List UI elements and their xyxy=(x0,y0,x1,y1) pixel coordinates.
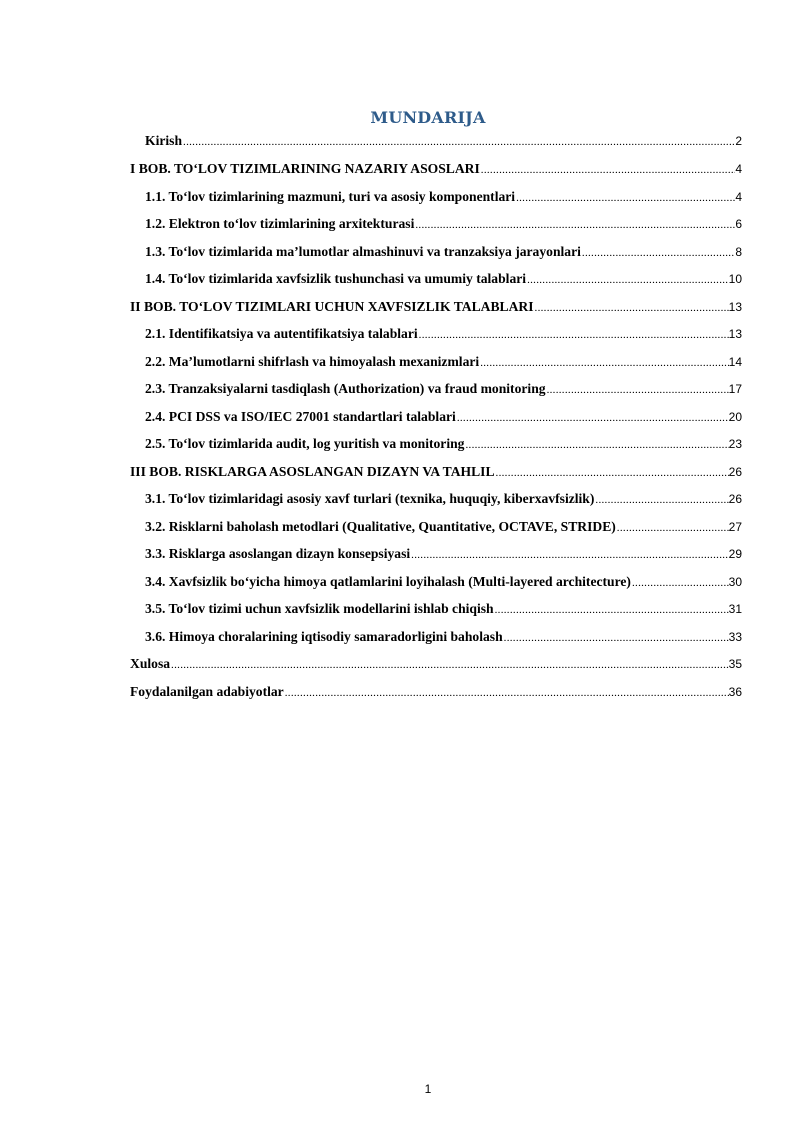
toc-leader-dots xyxy=(415,219,735,231)
toc-leader-dots xyxy=(632,577,729,589)
toc-entry-text: Xulosa xyxy=(130,656,171,671)
toc-entry-page: 8 xyxy=(735,245,742,259)
toc-leader-dots xyxy=(419,329,729,341)
toc-leader-dots xyxy=(496,467,729,479)
toc-leader-dots xyxy=(457,412,729,424)
toc-entry-page: 33 xyxy=(728,630,742,644)
toc-entry[interactable] xyxy=(145,189,742,209)
toc-entry[interactable] xyxy=(130,464,742,484)
toc-entry-page: 31 xyxy=(728,602,742,616)
toc-entry-text: 2.5. To‘lov tizimlarida audit, log yuritish va monitoring xyxy=(145,436,465,451)
toc-leader-dots xyxy=(582,247,735,259)
toc-entry-text: 3.6. Himoya choralarining iqtisodiy samaradorligini baholash xyxy=(145,629,503,644)
toc-entry-page: 20 xyxy=(728,410,742,424)
toc-entry-page: 36 xyxy=(728,685,742,699)
toc-entry-text: 1.4. To‘lov tizimlarida xavfsizlik tushunchasi va umumiy talablari xyxy=(145,271,527,286)
toc-entry-text: 3.4. Xavfsizlik bo‘yicha himoya qatlamlarini loyihalash (Multi-layered architecture) xyxy=(145,574,631,589)
toc-entry[interactable] xyxy=(145,491,742,511)
toc-entry-text: 2.4. PCI DSS va ISO/IEC 27001 standartlari talablari xyxy=(145,409,456,424)
toc-leader-dots xyxy=(495,604,729,616)
toc-entry[interactable] xyxy=(145,271,742,291)
toc-leader-dots xyxy=(481,164,736,176)
toc-entry-text: 2.1. Identifikatsiya va autentifikatsiya talablari xyxy=(145,326,418,341)
toc-entry-text: I BOB. TO‘LOV TIZIMLARINING NAZARIY ASOSLARI xyxy=(130,161,480,176)
toc-leader-dots xyxy=(465,439,728,451)
toc-entry-page: 26 xyxy=(728,492,742,506)
toc-leader-dots xyxy=(527,274,729,286)
toc-entry[interactable] xyxy=(130,656,742,676)
toc-entry-text: 1.2. Elektron to‘lov tizimlarining arxitekturasi xyxy=(145,216,415,231)
toc-entry[interactable] xyxy=(145,629,742,649)
toc-entry-page: 13 xyxy=(728,300,742,314)
toc-entry-text: 3.1. To‘lov tizimlaridagi asosiy xavf turlari (texnika, huquqiy, kiberxavfsizlik) xyxy=(145,491,595,506)
toc-entry[interactable] xyxy=(145,601,742,621)
toc-entry-text: 1.3. To‘lov tizimlarida ma’lumotlar almashinuvi va tranzaksiya jarayonlari xyxy=(145,244,581,259)
toc-entry-text: 3.2. Risklarni baholash metodlari (Qualitative, Quantitative, OCTAVE, STRIDE) xyxy=(145,519,616,534)
toc-entry[interactable] xyxy=(145,216,742,236)
toc-entry[interactable] xyxy=(145,574,742,594)
toc-entry-text: II BOB. TO‘LOV TIZIMLARI UCHUN XAVFSIZLIK TALABLARI xyxy=(130,299,534,314)
toc-entry-text: III BOB. RISKLARGA ASOSLANGAN DIZAYN VA TAHLIL xyxy=(130,464,495,479)
toc-entry-text: 3.5. To‘lov tizimi uchun xavfsizlik modellarini ishlab chiqish xyxy=(145,601,494,616)
toc-entry-page: 4 xyxy=(735,162,742,176)
toc-entry[interactable] xyxy=(145,409,742,429)
toc-leader-dots xyxy=(595,494,728,506)
toc-entry[interactable] xyxy=(145,546,742,566)
toc-leader-dots xyxy=(504,632,729,644)
toc-entry-text: 3.3. Risklarga asoslangan dizayn konsepsiyasi xyxy=(145,546,411,561)
toc-entry-text: 2.3. Tranzaksiyalarni tasdiqlash (Authorization) va fraud monitoring xyxy=(145,381,546,396)
toc-entry[interactable] xyxy=(145,519,742,539)
toc-entry-page: 4 xyxy=(735,190,742,204)
toc-entry[interactable] xyxy=(145,354,742,374)
page-number: 1 xyxy=(424,1082,432,1096)
toc-entry[interactable] xyxy=(130,161,742,181)
toc-leader-dots xyxy=(285,687,729,699)
toc-entry-page: 14 xyxy=(728,355,742,369)
toc-leader-dots xyxy=(480,357,728,369)
toc-entry-text: 1.1. To‘lov tizimlarining mazmuni, turi va asosiy komponentlari xyxy=(145,189,516,204)
toc-entry[interactable] xyxy=(130,684,742,704)
toc-entry[interactable] xyxy=(145,436,742,456)
toc-entry-page: 13 xyxy=(728,327,742,341)
toc-leader-dots xyxy=(183,136,735,148)
toc-leader-dots xyxy=(547,384,729,396)
toc-leader-dots xyxy=(535,302,729,314)
toc-entry-page: 10 xyxy=(728,272,742,286)
toc-entry-page: 2 xyxy=(735,134,742,148)
toc-entry[interactable] xyxy=(145,381,742,401)
toc-entry[interactable] xyxy=(130,299,742,319)
toc-entry-page: 26 xyxy=(728,465,742,479)
toc-entry[interactable] xyxy=(145,133,742,153)
toc-entry-page: 17 xyxy=(728,382,742,396)
toc-leader-dots xyxy=(516,192,735,204)
toc-entry[interactable] xyxy=(145,326,742,346)
toc-entry-page: 29 xyxy=(728,547,742,561)
toc-entry-text: Foydalanilgan adabiyotlar xyxy=(130,684,284,699)
toc-leader-dots xyxy=(411,549,728,561)
toc-leader-dots xyxy=(617,522,729,534)
toc-entry-page: 23 xyxy=(728,437,742,451)
toc-leader-dots xyxy=(171,659,729,671)
toc-entry[interactable] xyxy=(145,244,742,264)
toc-entry-page: 6 xyxy=(735,217,742,231)
toc-entry-page: 27 xyxy=(728,520,742,534)
toc-entry-text: Kirish xyxy=(145,133,183,148)
toc-entry-page: 30 xyxy=(728,575,742,589)
toc-title: MUNDARIJA xyxy=(370,108,486,127)
toc-entry-page: 35 xyxy=(728,657,742,671)
toc-entry-text: 2.2. Ma’lumotlarni shifrlash va himoyalash mexanizmlari xyxy=(145,354,480,369)
